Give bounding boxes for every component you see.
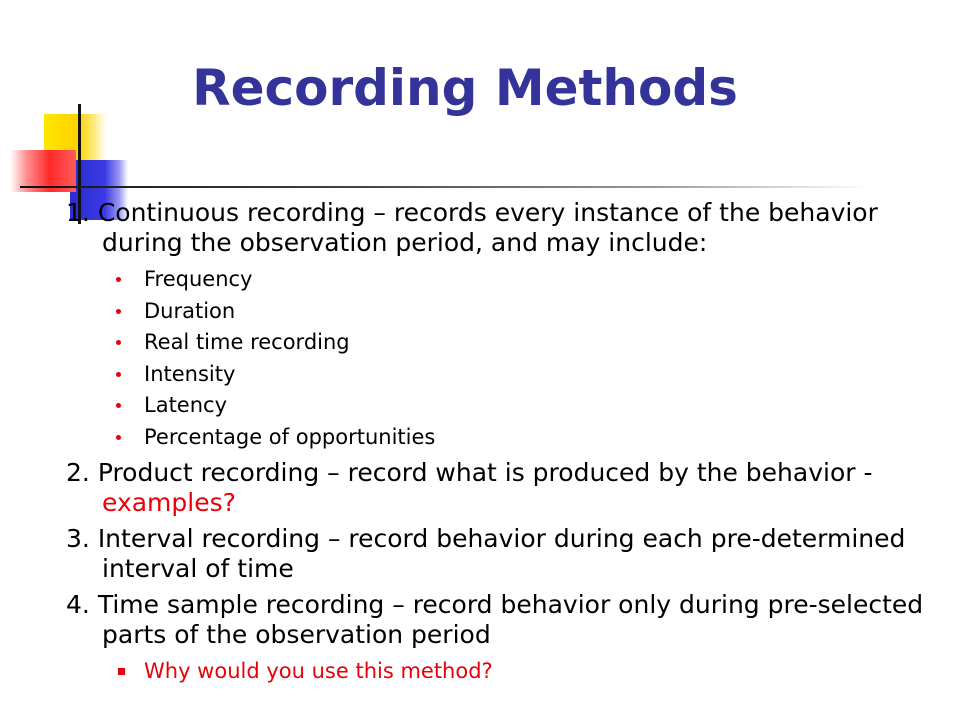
item-2-text: Product recording – record what is produced by the behavior - bbox=[97, 457, 873, 487]
sublist-item-label: Percentage of opportunities bbox=[144, 424, 436, 449]
bullet-dot-icon bbox=[116, 277, 121, 282]
item-1-text: Continuous recording – records every instance of the behavior during the observation period, and may include: bbox=[97, 198, 878, 257]
horizontal-rule-decoration bbox=[20, 186, 870, 188]
item-4 bbox=[66, 590, 926, 650]
item-4-sublist bbox=[66, 658, 926, 684]
item-4-number: 4. bbox=[66, 589, 90, 619]
sublist-item-label: Latency bbox=[144, 393, 228, 417]
item-2-number: 2. bbox=[66, 457, 90, 487]
item-1-sublist bbox=[66, 266, 926, 450]
sublist-item-label: Frequency bbox=[144, 267, 253, 291]
list-item bbox=[66, 658, 926, 684]
item-3-number: 3. bbox=[66, 523, 90, 553]
list-item bbox=[66, 329, 926, 355]
square-bullet-icon bbox=[118, 668, 125, 675]
list-item bbox=[66, 361, 926, 387]
item-1-number: 1. bbox=[66, 198, 90, 227]
bullet-dot-icon bbox=[116, 309, 121, 314]
bullet-dot-icon bbox=[116, 372, 121, 377]
bullet-dot-icon bbox=[116, 340, 121, 345]
item-2 bbox=[66, 458, 926, 518]
slide-body bbox=[66, 198, 926, 692]
sublist-item-label: Intensity bbox=[144, 361, 236, 386]
list-item bbox=[66, 298, 926, 324]
item-1 bbox=[66, 198, 926, 258]
list-item bbox=[66, 424, 926, 450]
bullet-dot-icon bbox=[116, 403, 121, 408]
list-item bbox=[66, 392, 926, 418]
item-2-highlight: examples? bbox=[102, 487, 236, 517]
item-3-text: Interval recording – record behavior during each pre-determined interval of time bbox=[97, 523, 906, 583]
sublist-item-label: Why would you use this method? bbox=[144, 658, 493, 683]
item-4-text: Time sample recording – record behavior only during pre-selected parts of the observation period bbox=[97, 589, 924, 649]
slide-title: Recording Methods bbox=[192, 59, 738, 117]
sublist-item-label: Duration bbox=[144, 298, 236, 323]
bullet-dot-icon bbox=[116, 435, 121, 440]
list-item bbox=[66, 266, 926, 292]
sublist-item-label: Real time recording bbox=[144, 330, 350, 354]
item-3 bbox=[66, 524, 926, 584]
